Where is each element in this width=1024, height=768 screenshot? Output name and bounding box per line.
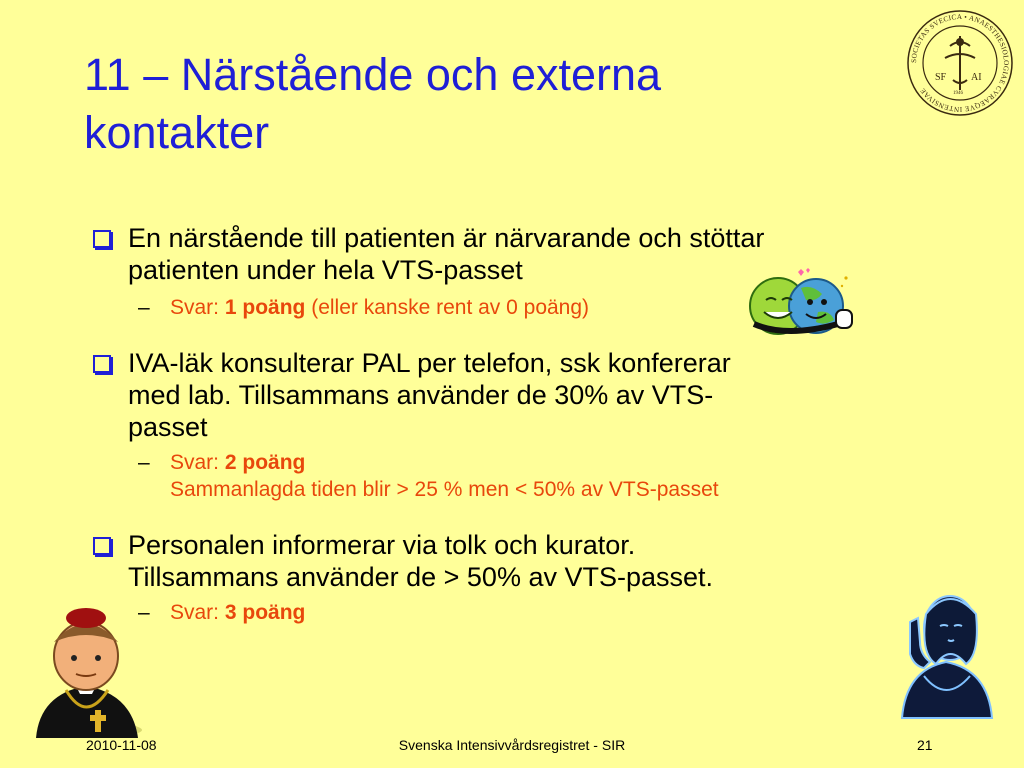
footer-date: 2010-11-08 <box>86 737 157 753</box>
slide-title <box>84 46 784 162</box>
title-line-1: 11 – Närstående och externa <box>84 49 662 100</box>
logo-right-letters: AI <box>971 72 982 83</box>
bullet-item <box>88 347 948 443</box>
answer-line <box>88 449 948 503</box>
answer-prefix: Svar: <box>170 451 225 474</box>
answer-points: 2 poäng <box>224 451 306 474</box>
sir-society-logo <box>905 8 1015 118</box>
logo-year: 1946 <box>953 91 963 96</box>
answer-suffix: (eller kanske rent av 0 poäng) <box>305 296 590 319</box>
answer-prefix: Svar: <box>170 601 225 624</box>
square-bullet-icon <box>93 537 111 555</box>
answer-prefix: Svar: <box>170 296 225 319</box>
answer-points: 1 poäng <box>224 296 306 319</box>
logo-ring-text: SOCIETAS SVECICA • ANAESTHESIOLOGIAE CVRAEQVE INTENSIVAE <box>909 12 1011 114</box>
slide-number: 21 <box>917 737 933 753</box>
dash-icon: – <box>138 296 150 319</box>
answer-points: 3 poäng <box>224 601 306 624</box>
bullet-line: Personalen informerar via tolk och kurator. <box>128 530 636 560</box>
title-line-2: kontakter <box>84 107 270 158</box>
dash-icon: – <box>138 451 150 474</box>
bullet-line: IVA-läk konsulterar PAL per telefon, ssk konfererar <box>128 348 731 378</box>
answer-line <box>88 599 948 626</box>
praying-woman-clipart <box>896 584 996 722</box>
bullet-line: patienten under hela VTS-passet <box>128 255 523 285</box>
bullet-line: Tillsammans använder de > 50% av VTS-passet. <box>128 562 714 592</box>
hugging-smileys-clipart <box>746 266 862 342</box>
bullet-line: passet <box>128 412 208 442</box>
logo-left-letters: SF <box>935 72 947 83</box>
square-bullet-icon <box>93 355 111 373</box>
dash-icon: – <box>138 601 150 624</box>
answer-detail: Sammanlagda tiden blir > 25 % men < 50% av VTS-passet <box>170 478 719 501</box>
priest-clipart <box>26 598 148 740</box>
bullet-line: En närstående till patienten är närvarande och stöttar <box>128 223 765 253</box>
bullet-line: med lab. Tillsammans använder de 30% av VTS- <box>128 380 714 410</box>
bullet-item <box>88 529 948 593</box>
footer-title: Svenska Intensivvårdsregistret - SIR <box>398 737 626 753</box>
square-bullet-icon <box>93 230 111 248</box>
